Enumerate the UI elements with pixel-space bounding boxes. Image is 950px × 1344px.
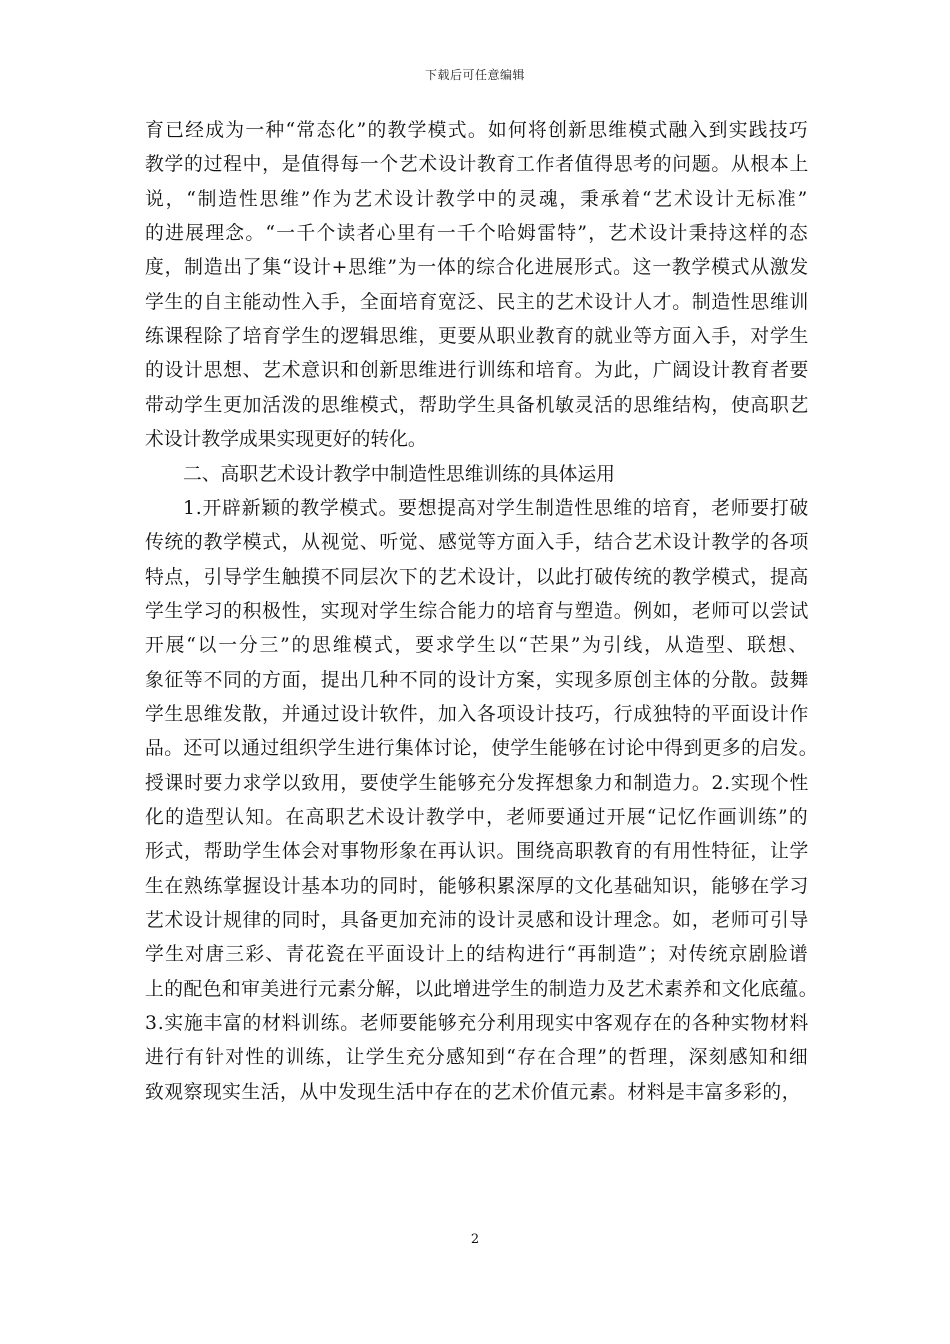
text-line [0,1076,950,1110]
text-line-content: 开展“以一分三”的思维模式，要求学生以“芒果”为引线，从造型、联想、 [145,635,809,657]
text-line [0,423,950,457]
text-line-content: 学生思维发散，并通过设计软件，加入各项设计技巧，行成独特的平面设计作 [145,703,809,725]
text-line [0,183,950,217]
text-line-content: 品。还可以通过组织学生进行集体讨论，使学生能够在讨论中得到更多的启发。 [145,738,818,760]
text-line [0,320,950,354]
text-line [0,732,950,766]
text-line-content: 进行有针对性的训练，让学生充分感知到“存在合理”的哲理，深刻感知和细 [145,1047,809,1069]
text-line-content: 带动学生更加活泼的思维模式，帮助学生具备机敏灵活的思维结构，使高职艺 [145,394,809,416]
page-header: 下载后可任意编辑 [424,68,525,82]
text-line-content: 传统的教学模式，从视觉、听觉、感觉等方面入手，结合艺术设计教学的各项 [145,532,809,554]
text-line-content: 特点，引导学生触摸不同层次下的艺术设计，以此打破传统的教学模式，提高 [145,566,809,588]
text-line-content: 说，“制造性思维”作为艺术设计教学中的灵魂，秉承着“艺术设计无标准” [145,188,809,210]
text-line [0,458,950,492]
text-line [0,389,950,423]
text-line [0,114,950,148]
text-line [0,767,950,801]
text-line-content: 育已经成为一种“常态化”的教学模式。如何将创新思维模式融入到实践技巧 [145,120,809,141]
text-line [0,217,950,251]
text-line [0,664,950,698]
text-line-content: 术设计教学成果实现更好的转化。 [145,429,427,451]
text-line-content: 的设计思想、艺术意识和创新思维进行训练和培育。为此，广阔设计教育者要 [145,360,809,382]
text-line [0,938,950,972]
text-line [0,354,950,388]
text-line [0,904,950,938]
text-line [0,251,950,285]
text-line-content: 象征等不同的方面，提出几种不同的设计方案，实现多原创主体的分散。鼓舞 [145,669,809,691]
text-line-content: 度，制造出了集“设计+思维”为一体的综合化进展形式。这一教学模式从激发 [145,257,809,279]
text-line-content: 学生的自主能动性入手，全面培育宽泛、民主的艺术设计人才。制造性思维训 [145,291,809,313]
text-line-content: 艺术设计规律的同时，具备更加充沛的设计灵感和设计理念。如，老师可引导 [145,910,809,932]
text-line-content: 形式，帮助学生体会对事物形象在再认识。围绕高职教育的有用性特征，让学 [145,841,809,863]
text-line [0,973,950,1007]
text-line-content: 的进展理念。“一千个读者心里有一千个哈姆雷特”，艺术设计秉持这样的态 [145,223,809,245]
text-line [0,595,950,629]
text-line-content: 授课时要力求学以致用，要使学生能够充分发挥想象力和制造力。2.实现个性 [145,772,809,794]
text-line-content: 教学的过程中，是值得每一个艺术设计教育工作者值得思考的问题。从根本上 [145,154,809,176]
text-line-content: 化的造型认知。在高职艺术设计教学中，老师要通过开展“记忆作画训练”的 [145,807,809,828]
text-line [0,492,950,526]
text-line-content: 学生对唐三彩、青花瓷在平面设计上的结构进行“再制造”；对传统京剧脸谱 [145,944,809,966]
text-line-content: 1.开辟新颖的教学模式。要想提高对学生制造性思维的培育，老师要打破 [183,497,809,519]
text-line [0,801,950,835]
text-line-content: 练课程除了培育学生的逻辑思维，更要从职业教育的就业等方面入手，对学生 [145,326,809,348]
text-line-content: 学生学习的积极性，实现对学生综合能力的培育与塑造。例如，老师可以尝试 [145,600,809,622]
text-line-content: 生在熟练掌握设计基本功的同时，能够积累深厚的文化基础知识，能够在学习 [145,875,809,897]
text-line-content: 3.实施丰富的材料训练。老师要能够充分利用现实中客观存在的各种实物材料 [145,1013,809,1035]
text-line [0,561,950,595]
text-line [0,1007,950,1041]
text-line [0,286,950,320]
text-line [0,698,950,732]
text-line-content: 二、高职艺术设计教学中制造性思维训练的具体运用 [183,463,615,485]
text-line [0,526,950,560]
text-line [0,870,950,904]
text-line [0,835,950,869]
text-line-content: 上的配色和审美进行元素分解，以此增进学生的制造力及艺术素养和文化底蕴。 [145,978,818,1000]
page-number: 2 [470,1232,480,1247]
text-line-content: 致观察现实生活，从中发现生活中存在的艺术价值元素。材料是丰富多彩的， [145,1081,801,1103]
text-line [0,629,950,663]
text-line [0,1041,950,1075]
text-line [0,148,950,182]
